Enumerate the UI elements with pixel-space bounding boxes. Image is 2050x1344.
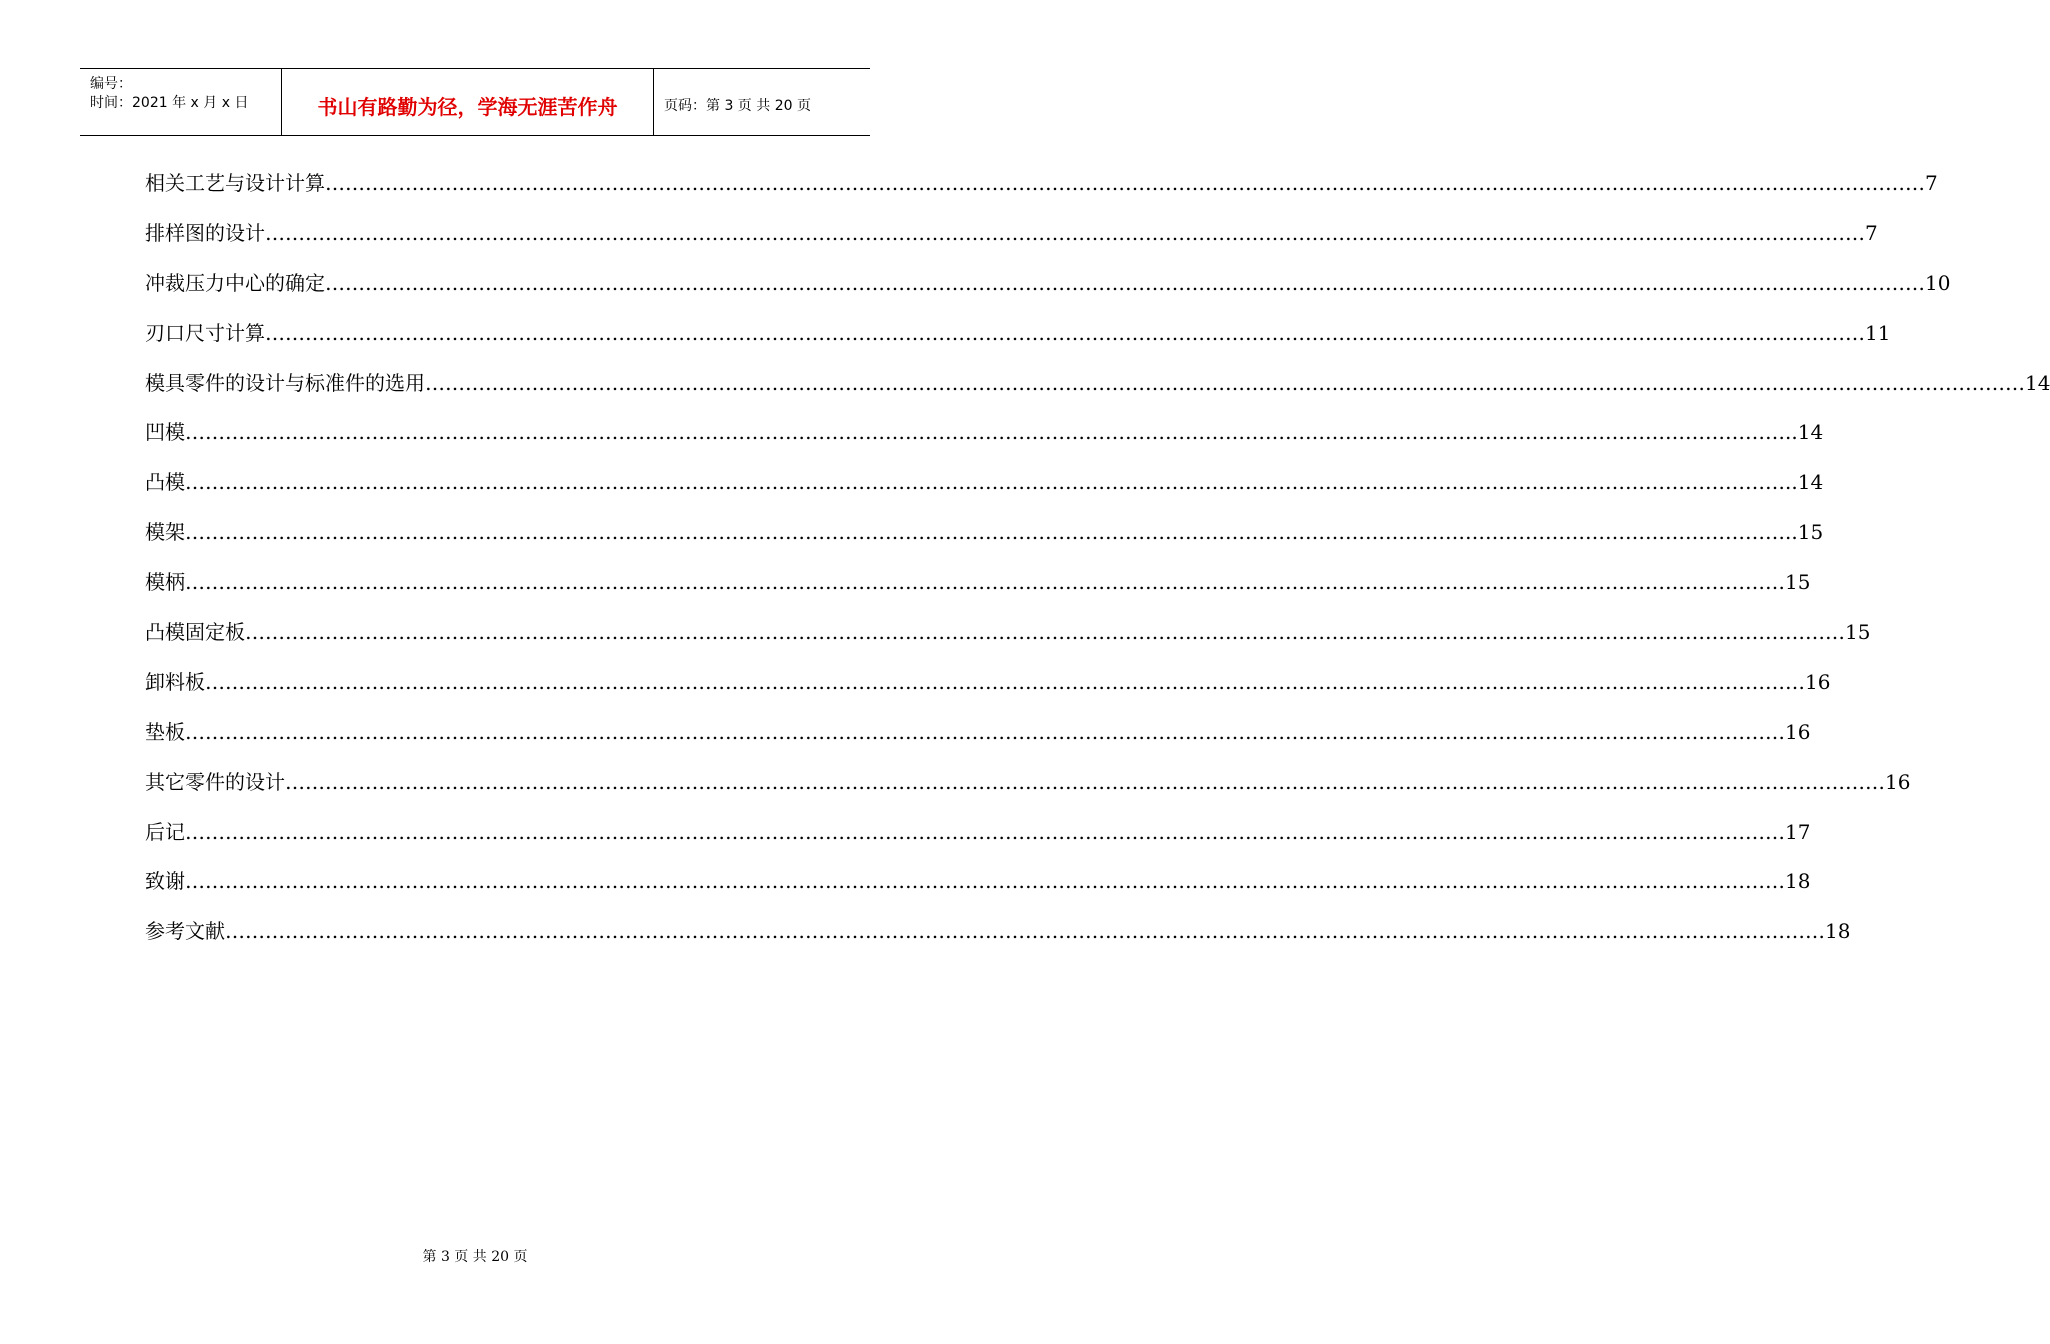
toc-entry-title: 致谢 bbox=[145, 869, 185, 894]
toc-entry[interactable] bbox=[145, 715, 1811, 765]
table-of-contents bbox=[145, 166, 2050, 964]
toc-entry[interactable] bbox=[145, 515, 1824, 565]
toc-entry[interactable] bbox=[145, 765, 1911, 815]
toc-dot-leader: …………………………………………………………………………………………………………………………………………………………………………………………………………………… bbox=[425, 370, 2025, 395]
toc-dot-leader: …………………………………………………………………………………………………………………………………………………………………………………………………………………… bbox=[185, 420, 1785, 445]
toc-entry-title: 排样图的设计 bbox=[145, 220, 265, 245]
toc-entry-title: 卸料板 bbox=[145, 669, 205, 694]
toc-dot-leader: …………………………………………………………………………………………………………………………………………………………………………………………………………………… bbox=[185, 819, 1785, 844]
page-footer: 第 3 页 共 20 页 bbox=[422, 1249, 528, 1265]
toc-entry-page: 10 bbox=[1925, 270, 1951, 295]
toc-entry-title: 模架 bbox=[145, 520, 185, 545]
toc-entry-page: 16 bbox=[1885, 769, 1911, 794]
toc-entry[interactable] bbox=[145, 665, 1831, 715]
motto-text: 书山有路勤为径，学海无涯苦作舟 bbox=[317, 95, 618, 119]
toc-dot-leader: …………………………………………………………………………………………………………………………………………………………………………………………………………………… bbox=[245, 620, 1845, 645]
toc-entry[interactable] bbox=[145, 216, 1878, 266]
toc-entry-title: 相关工艺与设计计算 bbox=[145, 171, 325, 195]
toc-entry-title: 刃口尺寸计算 bbox=[145, 320, 265, 345]
toc-entry-page: 18 bbox=[1825, 919, 1851, 944]
toc-entry[interactable] bbox=[145, 465, 1824, 515]
toc-entry[interactable] bbox=[145, 615, 1871, 665]
toc-entry-page: 11 bbox=[1865, 320, 1891, 345]
toc-dot-leader: …………………………………………………………………………………………………………………………………………………………………………………………………………………… bbox=[185, 520, 1785, 545]
header-motto-cell bbox=[282, 69, 654, 135]
toc-entry[interactable] bbox=[145, 815, 1811, 865]
toc-entry-title: 模具零件的设计与标准件的选用 bbox=[145, 370, 425, 395]
toc-entry-page: 18 bbox=[1785, 869, 1811, 894]
toc-dot-leader: …………………………………………………………………………………………………………………………………………………………………………………………………………………… bbox=[265, 220, 1865, 245]
toc-dot-leader: …………………………………………………………………………………………………………………………………………………………………………………………………………………… bbox=[185, 869, 1785, 894]
toc-entry-title: 其它零件的设计 bbox=[145, 769, 285, 794]
toc-dot-leader: …………………………………………………………………………………………………………………………………………………………………………………………………………………… bbox=[185, 719, 1785, 744]
toc-entry-page: 15 bbox=[1845, 620, 1871, 645]
toc-dot-leader: …………………………………………………………………………………………………………………………………………………………………………………………………………………… bbox=[205, 669, 1805, 694]
toc-entry-page: 16 bbox=[1785, 719, 1811, 744]
toc-entry[interactable] bbox=[145, 415, 1824, 465]
toc-entry[interactable] bbox=[145, 316, 1891, 366]
toc-entry-page: 15 bbox=[1785, 570, 1811, 595]
toc-entry-page: 16 bbox=[1805, 669, 1831, 694]
time-label: 时间：2021 年 x 月 x 日 bbox=[90, 95, 249, 111]
toc-entry-title: 凸模 bbox=[145, 470, 185, 495]
toc-dot-leader: …………………………………………………………………………………………………………………………………………………………………………………………………………………… bbox=[265, 320, 1865, 345]
toc-dot-leader: …………………………………………………………………………………………………………………………………………………………………………………………………………………… bbox=[185, 470, 1785, 495]
header-page-cell bbox=[654, 69, 870, 135]
toc-entry-page: ..14 bbox=[1785, 420, 1824, 445]
toc-entry-title: 垫板 bbox=[145, 719, 185, 744]
toc-entry-page: 17 bbox=[1785, 819, 1811, 844]
toc-dot-leader: …………………………………………………………………………………………………………………………………………………………………………………………………………………… bbox=[225, 919, 1825, 944]
toc-entry-title: 凸模固定板 bbox=[145, 620, 245, 645]
toc-dot-leader: …………………………………………………………………………………………………………………………………………………………………………………………………………………… bbox=[185, 570, 1785, 595]
toc-entry[interactable] bbox=[145, 864, 1811, 914]
page-header bbox=[80, 68, 870, 136]
toc-entry-title: 参考文献 bbox=[145, 919, 225, 944]
toc-dot-leader: …………………………………………………………………………………………………………………………………………………………………………………………………………………… bbox=[285, 769, 1885, 794]
toc-entry-title: 后记 bbox=[145, 819, 185, 844]
toc-entry-title: 模柄 bbox=[145, 570, 185, 595]
toc-entry-page: ..14 bbox=[1785, 470, 1824, 495]
toc-entry[interactable] bbox=[145, 565, 1811, 615]
toc-entry-page: 7 bbox=[1865, 220, 1878, 245]
number-label: 编号： bbox=[90, 76, 132, 92]
page-info: 页码：第 3 页 共 20 页 bbox=[664, 98, 811, 114]
toc-entry[interactable] bbox=[145, 366, 2050, 416]
toc-entry-page: ..15 bbox=[1785, 520, 1824, 545]
toc-entry-title: 凹模 bbox=[145, 420, 185, 445]
toc-dot-leader: …………………………………………………………………………………………………………………………………………………………………………………………………………………… bbox=[325, 270, 1925, 295]
toc-entry-title: 冲裁压力中心的确定 bbox=[145, 270, 325, 295]
toc-entry-page: 7 bbox=[1925, 171, 1938, 195]
toc-entry[interactable] bbox=[145, 166, 1938, 216]
toc-entry[interactable] bbox=[145, 266, 1951, 316]
toc-entry[interactable] bbox=[145, 914, 1851, 964]
toc-entry-page: 14 bbox=[2025, 370, 2050, 395]
header-meta-cell bbox=[80, 69, 282, 135]
toc-dot-leader: …………………………………………………………………………………………………………………………………………………………………………………………………………………… bbox=[325, 171, 1925, 195]
